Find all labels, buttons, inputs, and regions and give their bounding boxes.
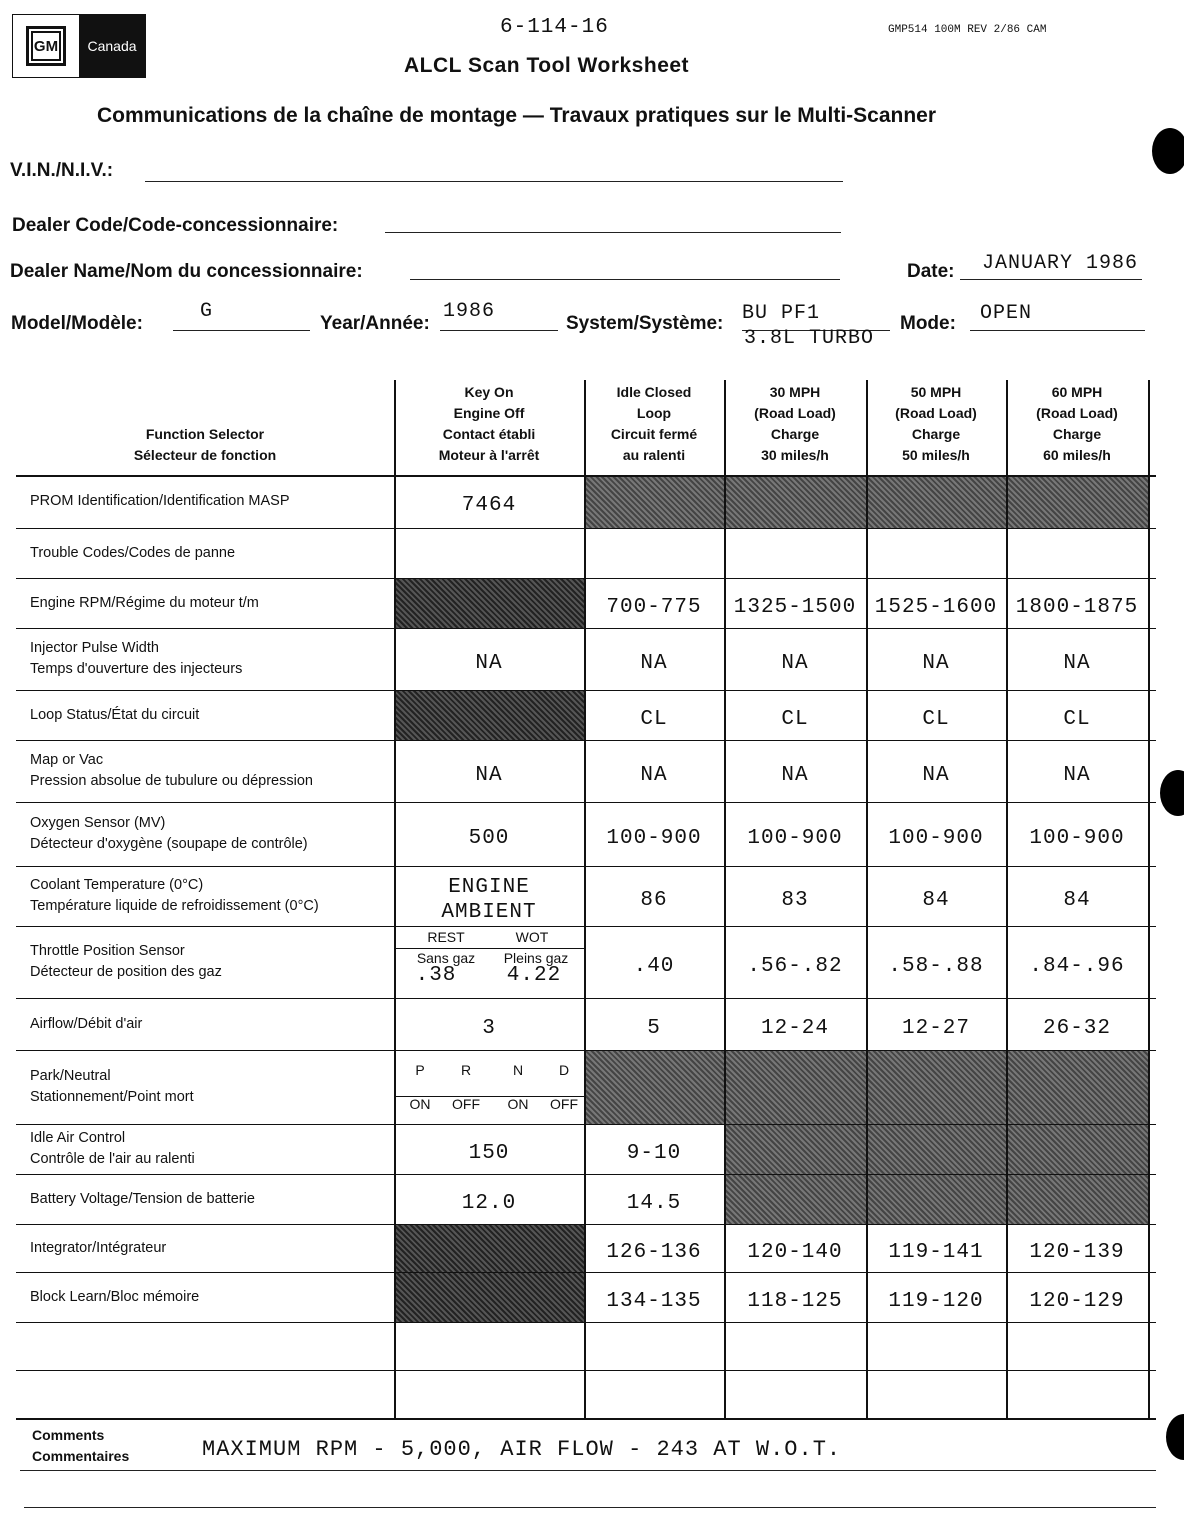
table-cell[interactable]: NA: [1063, 651, 1091, 675]
grid-line: [16, 628, 1156, 629]
dealer-name-field[interactable]: [410, 279, 840, 280]
date-field[interactable]: [960, 279, 1142, 280]
shaded-cell: [866, 1050, 1006, 1124]
table-cell[interactable]: 500: [468, 826, 510, 850]
table-cell[interactable]: 3: [482, 1016, 496, 1040]
park-state: ON: [507, 1096, 529, 1112]
shaded-cell: [866, 1124, 1006, 1174]
model-value: G: [200, 300, 214, 323]
shaded-cell: [394, 578, 584, 628]
year-label: Year/Année:: [320, 313, 430, 334]
comments-line: [20, 1470, 1156, 1471]
page-title: ALCL Scan Tool Worksheet: [404, 54, 690, 77]
shaded-cell: [584, 475, 724, 528]
row-label: Coolant Temperature (0°C) Température liquide de refroidissement (0°C): [30, 877, 319, 914]
row-label: Battery Voltage/Tension de batterie: [30, 1190, 255, 1207]
comments-label: Comments Commentaires: [32, 1427, 130, 1464]
tps-sub-label: Sans gaz: [416, 950, 476, 966]
model-field[interactable]: [173, 330, 310, 331]
table-cell[interactable]: NA: [640, 651, 668, 675]
park-letter: R: [460, 1062, 472, 1078]
mode-label: Mode:: [900, 313, 956, 334]
tps-value[interactable]: .38: [415, 964, 457, 987]
grid-line: [16, 926, 1156, 927]
table-cell[interactable]: 118-125: [747, 1289, 843, 1313]
mode-value: OPEN: [980, 302, 1033, 325]
shaded-cell: [1006, 475, 1148, 528]
table-cell[interactable]: 120-140: [747, 1240, 843, 1264]
row-label: Integrator/Intégrateur: [30, 1239, 167, 1256]
system-label: System/Système:: [566, 313, 724, 334]
grid-line: [16, 1174, 1156, 1175]
comments-line: [24, 1507, 1156, 1508]
shaded-cell: [724, 1050, 866, 1124]
table-cell[interactable]: ENGINE AMBIENT: [441, 876, 537, 924]
table-cell[interactable]: 120-139: [1029, 1240, 1125, 1264]
table-cell[interactable]: 1800-1875: [1015, 595, 1139, 619]
shaded-cell: [394, 1224, 584, 1272]
shaded-cell: [394, 1272, 584, 1322]
park-letter: P: [415, 1062, 425, 1078]
grid-line: [16, 1272, 1156, 1273]
row-label: Map or Vac Pression absolue de tubulure ou dépression: [30, 752, 313, 789]
table-cell[interactable]: .56-.82: [747, 954, 843, 978]
mode-field[interactable]: [970, 330, 1145, 331]
grid-line: [16, 1370, 1156, 1371]
column-header-1: Key On Engine Off Contact établi Moteur à l'arrêt: [438, 384, 540, 463]
table-cell[interactable]: CL: [781, 707, 809, 731]
page-subtitle: Communications de la chaîne de montage — Travaux pratiques sur le Multi-Scanner: [97, 104, 937, 127]
shaded-cell: [724, 475, 866, 528]
grid-line: [16, 528, 1156, 529]
grid-line: [16, 1322, 1156, 1323]
table-cell[interactable]: NA: [475, 651, 503, 675]
tps-value[interactable]: 4.22: [506, 964, 562, 987]
row-label: Airflow/Débit d'air: [30, 1015, 143, 1032]
tps-sub-label: REST: [427, 929, 465, 945]
column-header-2: Idle Closed Loop Circuit fermé au ralenti: [610, 384, 698, 463]
canada-logo-text: Canada: [79, 15, 145, 77]
tps-sub-label: WOT: [515, 929, 549, 945]
table-cell[interactable]: 150: [468, 1141, 510, 1165]
table-cell[interactable]: 1525-1600: [874, 595, 998, 619]
table-cell[interactable]: 84: [922, 888, 950, 912]
table-cell[interactable]: 14.5: [626, 1191, 682, 1215]
table-cell[interactable]: 120-129: [1029, 1289, 1125, 1313]
column-header-function: Function Selector Sélecteur de fonction: [133, 426, 277, 463]
table-cell[interactable]: .58-.88: [888, 954, 984, 978]
table-cell[interactable]: 126-136: [606, 1240, 702, 1264]
gm-logo-text: GM: [26, 26, 66, 66]
grid-line: [16, 578, 1156, 579]
table-cell[interactable]: .40: [633, 954, 675, 978]
grid-line: [394, 948, 584, 949]
grid-line: [16, 1050, 1156, 1051]
shaded-cell: [866, 475, 1006, 528]
form-number: 6-114-16: [500, 16, 609, 39]
row-label: Trouble Codes/Codes de panne: [30, 544, 236, 561]
punch-hole: [1166, 1414, 1184, 1460]
gm-logo-mark: [13, 15, 79, 77]
gm-canada-logo: [12, 14, 146, 78]
dealer-code-label: Dealer Code/Code-concessionnaire:: [12, 215, 339, 236]
table-cell[interactable]: 119-141: [888, 1240, 984, 1264]
table-cell[interactable]: NA: [922, 651, 950, 675]
column-header-5: 60 MPH (Road Load) Charge 60 miles/h: [1036, 384, 1118, 463]
table-cell[interactable]: CL: [1063, 707, 1091, 731]
grid-line: [16, 475, 1156, 477]
table-cell[interactable]: 100-900: [1029, 826, 1125, 850]
grid-line: [16, 690, 1156, 691]
row-label: Injector Pulse Width Temps d'ouverture des injecteurs: [30, 640, 243, 677]
column-header-4: 50 MPH (Road Load) Charge 50 miles/h: [895, 384, 977, 463]
table-cell[interactable]: 12-27: [901, 1016, 970, 1040]
system-value-line2: 3.8L TURBO: [744, 327, 875, 350]
table-cell[interactable]: 119-120: [888, 1289, 984, 1313]
table-cell[interactable]: NA: [922, 763, 950, 787]
punch-hole: [1160, 770, 1184, 816]
grid-line: [16, 998, 1156, 999]
table-cell[interactable]: CL: [640, 707, 668, 731]
table-cell[interactable]: 100-900: [606, 826, 702, 850]
park-state: OFF: [452, 1096, 480, 1112]
table-cell[interactable]: 1325-1500: [733, 595, 857, 619]
table-cell[interactable]: .84-.96: [1029, 954, 1125, 978]
date-value: JANUARY 1986: [982, 252, 1139, 275]
shaded-cell: [1006, 1124, 1148, 1174]
table-cell[interactable]: 134-135: [606, 1289, 702, 1313]
vin-label: V.I.N./N.I.V.:: [10, 160, 114, 181]
grid-line: [16, 1224, 1156, 1225]
table-cell[interactable]: 100-900: [888, 826, 984, 850]
grid-line: [1148, 380, 1150, 1418]
column-header-3: 30 MPH (Road Load) Charge 30 miles/h: [754, 384, 836, 463]
table-cell[interactable]: 83: [781, 888, 809, 912]
table-cell[interactable]: 12-24: [760, 1016, 829, 1040]
shaded-cell: [584, 1050, 724, 1124]
table-cell[interactable]: 86: [640, 888, 668, 912]
table-cell[interactable]: 5: [647, 1016, 661, 1040]
dealer-name-label: Dealer Name/Nom du concessionnaire:: [10, 261, 363, 282]
row-label: Park/Neutral Stationnement/Point mort: [30, 1068, 194, 1105]
row-label: Idle Air Control Contrôle de l'air au ralenti: [30, 1130, 195, 1167]
shaded-cell: [394, 690, 584, 740]
table-cell[interactable]: CL: [922, 707, 950, 731]
grid-line: [16, 866, 1156, 867]
row-label: Engine RPM/Régime du moteur t/m: [30, 594, 259, 611]
row-label: Block Learn/Bloc mémoire: [30, 1288, 200, 1305]
year-value: 1986: [443, 300, 496, 323]
table-cell[interactable]: 100-900: [747, 826, 843, 850]
form-code: GMP514 100M REV 2/86 CAM: [888, 24, 1047, 36]
table-cell[interactable]: NA: [781, 763, 809, 787]
shaded-cell: [724, 1174, 866, 1224]
row-label: PROM Identification/Identification MASP: [30, 493, 290, 509]
table-cell[interactable]: 26-32: [1042, 1016, 1111, 1040]
year-field[interactable]: [440, 330, 558, 331]
system-value-line1: BU PF1: [742, 302, 821, 325]
table-cell[interactable]: 7464: [461, 494, 517, 517]
table-cell[interactable]: 9-10: [626, 1141, 682, 1165]
park-state: OFF: [550, 1096, 578, 1112]
row-label: Oxygen Sensor (MV) Détecteur d'oxygène (soupape de contrôle): [30, 815, 308, 852]
row-label: Loop Status/État du circuit: [30, 706, 200, 723]
grid-line: [16, 802, 1156, 803]
comments-value: MAXIMUM RPM - 5,000, AIR FLOW - 243 AT W.O.T.: [202, 1437, 842, 1462]
grid-line: [16, 1124, 1156, 1125]
tps-sub-label: Pleins gaz: [503, 950, 569, 966]
park-state: ON: [409, 1096, 431, 1112]
table-cell[interactable]: 84: [1063, 888, 1091, 912]
park-letter: D: [558, 1062, 570, 1078]
table-cell[interactable]: NA: [475, 763, 503, 787]
model-label: Model/Modèle:: [11, 313, 143, 334]
vin-field[interactable]: [145, 181, 843, 182]
table-cell[interactable]: 700-775: [606, 595, 702, 619]
grid-line: [16, 1418, 1156, 1420]
park-letter: N: [512, 1062, 524, 1078]
shaded-cell: [1006, 1050, 1148, 1124]
table-cell[interactable]: NA: [640, 763, 668, 787]
table-cell[interactable]: 12.0: [461, 1191, 517, 1215]
shaded-cell: [724, 1124, 866, 1174]
shaded-cell: [866, 1174, 1006, 1224]
dealer-code-field[interactable]: [385, 232, 841, 233]
table-cell[interactable]: NA: [1063, 763, 1091, 787]
shaded-cell: [1006, 1174, 1148, 1224]
punch-hole: [1152, 128, 1184, 174]
table-cell[interactable]: NA: [781, 651, 809, 675]
row-label: Throttle Position Sensor Détecteur de position des gaz: [30, 943, 222, 980]
grid-line: [16, 740, 1156, 741]
date-label: Date:: [907, 261, 955, 282]
